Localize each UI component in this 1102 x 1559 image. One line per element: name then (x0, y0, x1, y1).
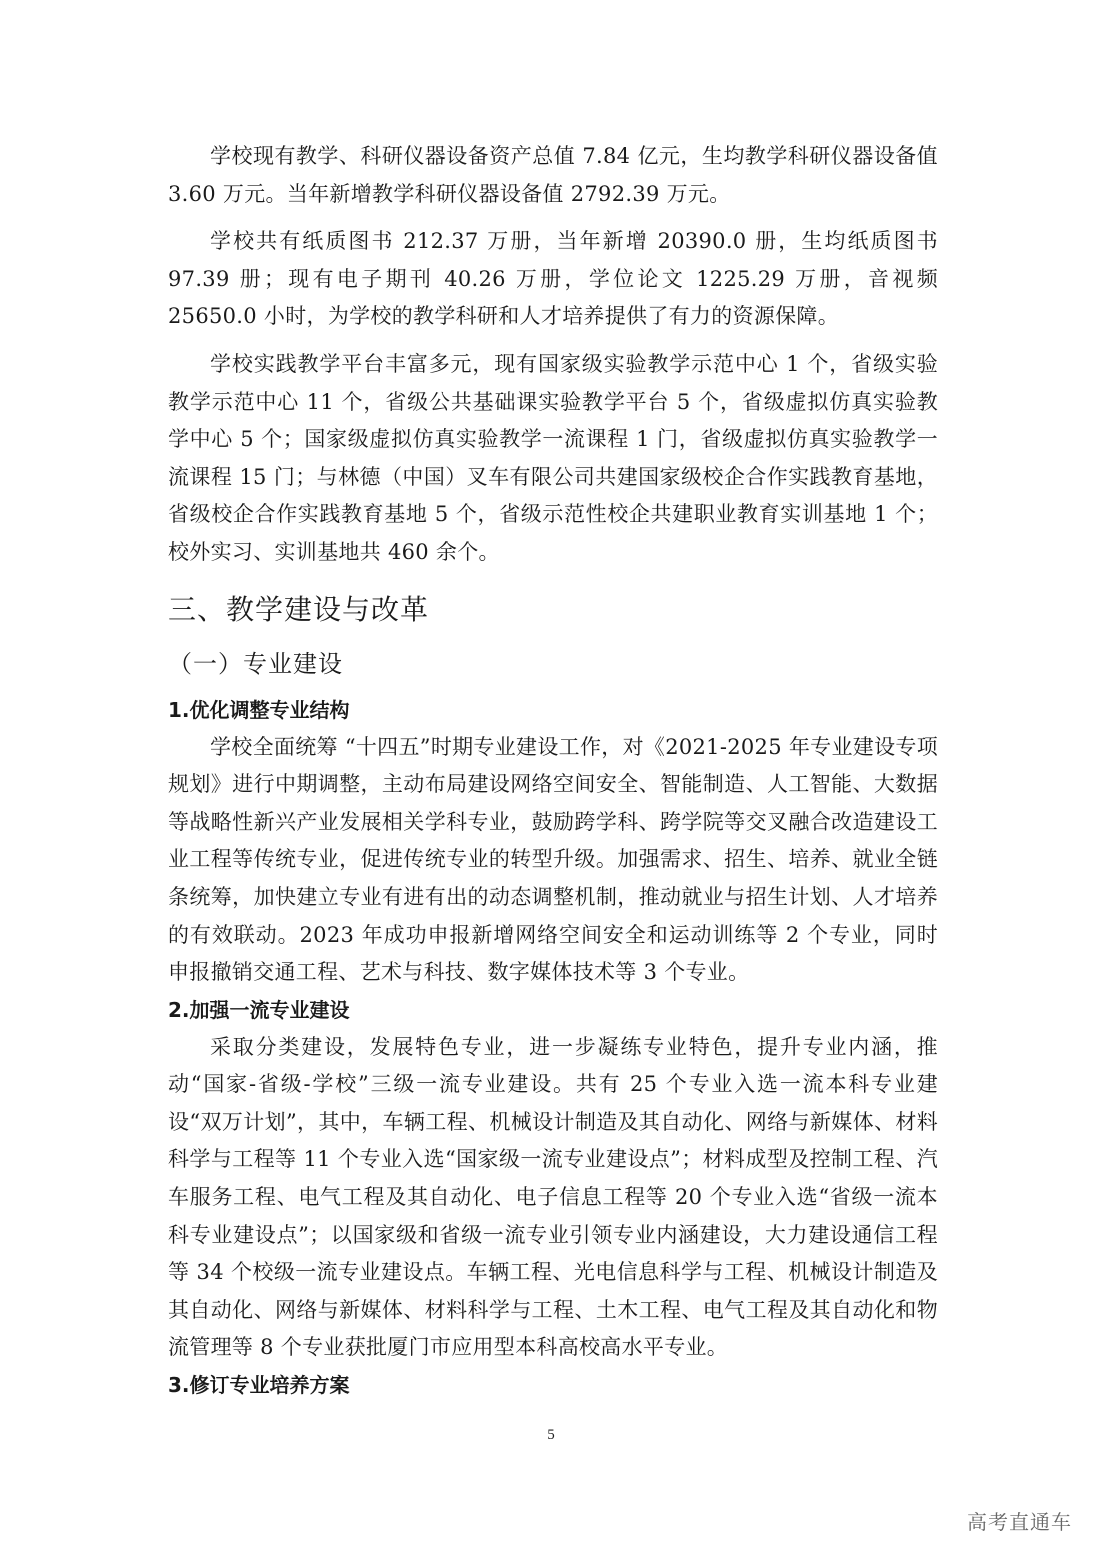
document-body (168, 138, 938, 1404)
paragraph-first-class-majors: 采取分类建设，发展特色专业，进一步凝练专业特色，提升专业内涵，推动“国家-省级-学校”三级一流专业建设。共有 25 个专业入选一流本科专业建设“双万计划”，其中，车辆工程、机械设计制造及其自动化、网络与新媒体、材料科学与工程等 11 个专业入选“国家级一流专业建设点”；材料成型及控制工程、汽车服务工程、电气工程及其自动化、电子信息工程等 20 个专业入选“省级一流本科专业建设点”；以国家级和省级一流专业引领专业内涵建设，大力建设通信工程等 34 个校级一流专业建设点。车辆工程、光电信息科学与工程、机械设计制造及其自动化、网络与新媒体、材料科学与工程、土木工程、电气工程及其自动化和物流管理等 8 个专业获批厦门市应用型本科高校高水平专业。 (168, 1034, 938, 1360)
item-heading-first-class-majors: 2.加强一流专业建设 (168, 997, 350, 1022)
paragraph-library-resources: 学校共有纸质图书 212.37 万册，当年新增 20390.0 册，生均纸质图书 97.39 册；现有电子期刊 40.26 万册，学位论文 1225.29 万册，音视频 25650.0 小时，为学校的教学科研和人才培养提供了有力的资源保障。 (168, 229, 938, 329)
item-heading-training-program: 3.修订专业培养方案 (168, 1373, 350, 1398)
item-heading-optimize-structure: 1.优化调整专业结构 (168, 697, 350, 722)
paragraph-practice-platforms: 学校实践教学平台丰富多元，现有国家级实验教学示范中心 1 个，省级实验教学示范中心 11 个，省级公共基础课实验教学平台 5 个，省级虚拟仿真实验教学中心 5 个；国家级虚拟仿真实验教学一流课程 1 门，省级虚拟仿真实验教学一流课程 15 门；与林德（中国）叉车有限公司共建国家级校企合作实践教育基地，省级校企合作实践教育基地 5 个，省级示范性校企共建职业教育实训基地 1 个；校外实习、实训基地共 460 余个。 (168, 351, 938, 564)
paragraph-equipment-assets: 学校现有教学、科研仪器设备资产总值 7.84 亿元，生均教学科研仪器设备值 3.60 万元。当年新增教学科研仪器设备值 2792.39 万元。 (168, 144, 938, 206)
page-number: 5 (547, 1427, 555, 1443)
subsection-heading: （一）专业建设 (168, 649, 343, 678)
paragraph-optimize-structure: 学校全面统筹 “十四五”时期专业建设工作，对《2021-2025 年专业建设专项规划》进行中期调整，主动布局建设网络空间安全、智能制造、人工智能、大数据等战略性新兴产业发展相关学科专业，鼓励跨学科、跨学院等交叉融合改造建设工业工程等传统专业，促进传统专业的转型升级。加强需求、招生、培养、就业全链条统筹，加快建立专业有进有出的动态调整机制，推动就业与招生计划、人才培养的有效联动。2023 年成功申报新增网络空间安全和运动训练等 2 个专业，同时申报撤销交通工程、艺术与科技、数字媒体技术等 3 个专业。 (168, 734, 938, 985)
section-heading: 三、教学建设与改革 (168, 592, 430, 626)
watermark: 高考直通车 (967, 1510, 1072, 1534)
